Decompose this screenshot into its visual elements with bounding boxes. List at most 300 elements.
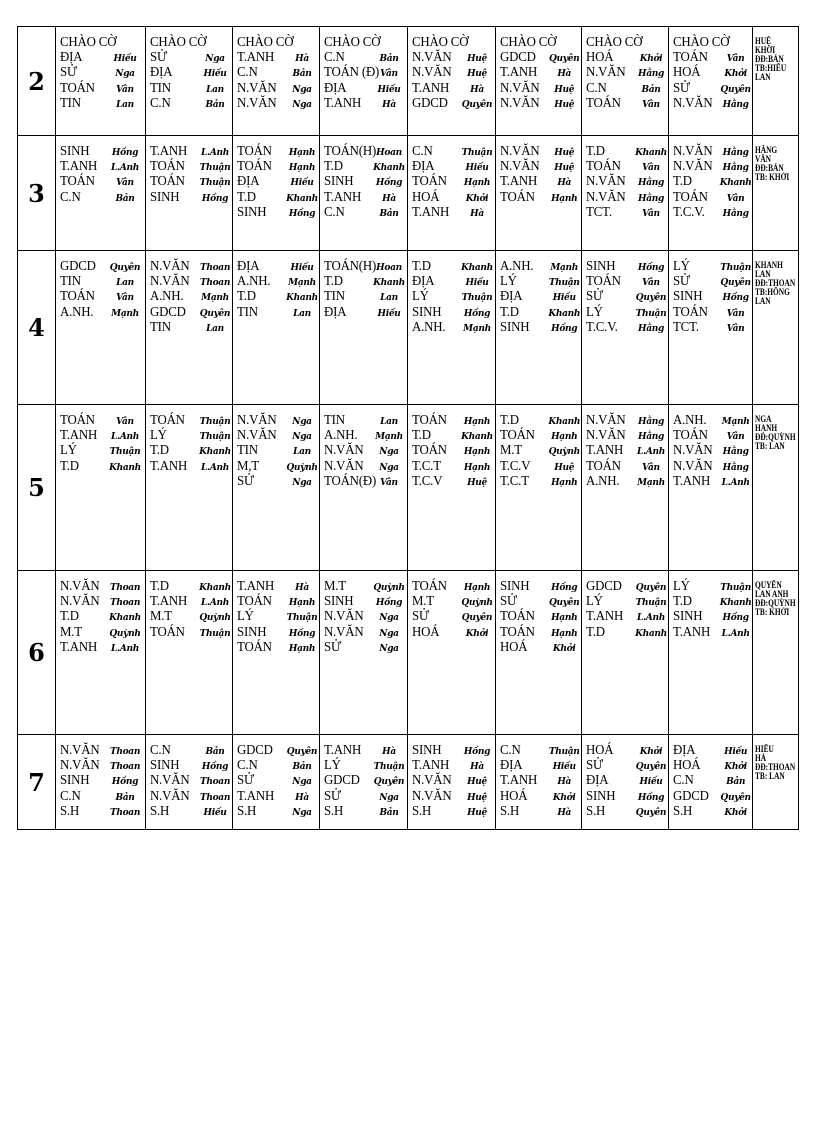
lesson-line <box>412 65 495 80</box>
lesson-line <box>60 289 145 304</box>
lesson-line <box>500 804 581 819</box>
subject-name: SINH <box>237 624 267 640</box>
teacher-name: Bản <box>292 69 312 80</box>
teacher-name: Khanh <box>109 462 141 473</box>
subject-name: T.D <box>237 189 256 205</box>
subject-name: N.VĂN <box>586 189 626 205</box>
subject-name: HOÁ <box>586 743 614 758</box>
subject-name: N.VĂN <box>324 458 364 474</box>
lesson-line <box>412 144 495 159</box>
homeroom-note <box>753 27 799 136</box>
lesson-line <box>237 144 319 159</box>
subject-name: CHÀO CỜ <box>60 35 117 50</box>
lesson-line <box>412 259 495 274</box>
lesson-line <box>237 259 319 274</box>
lesson-line <box>324 190 407 205</box>
class-cell <box>669 735 753 830</box>
teacher-name: Khởi <box>639 54 663 65</box>
subject-name: TOÁN <box>500 189 535 205</box>
teacher-name: Thuận <box>373 762 405 773</box>
teacher-name: Hằng <box>638 178 664 189</box>
class-cell <box>408 571 496 735</box>
subject-name: N.VĂN <box>60 579 100 594</box>
subject-name: TIN <box>150 319 171 335</box>
class-cell <box>56 251 146 405</box>
subject-name: N.VĂN <box>150 788 190 804</box>
teacher-name: Khanh <box>373 163 405 174</box>
subject-name: T.D <box>60 458 79 474</box>
teacher-name: Lan <box>116 99 134 110</box>
lesson-line <box>673 96 752 111</box>
teacher-name: Hằng <box>722 462 749 473</box>
teacher-name: Quyên <box>461 613 493 624</box>
class-cell <box>320 251 408 405</box>
subject-name: TOÁN <box>586 274 621 290</box>
lesson-line <box>60 81 145 96</box>
note-line: TB:HỒNG <box>755 287 790 297</box>
subject-name: TOÁN <box>500 624 535 640</box>
lesson-line <box>500 159 581 174</box>
subject-name: A.NH. <box>673 413 707 428</box>
teacher-name: Thoan <box>109 747 141 757</box>
lesson-line <box>500 459 581 474</box>
subject-name: TIN <box>237 443 258 459</box>
teacher-name: Bản <box>379 208 399 219</box>
lesson-line <box>324 413 407 428</box>
subject-name: A.NH. <box>60 304 94 320</box>
teacher-name: L.Anh <box>110 163 140 174</box>
subject-name: SINH <box>673 289 703 305</box>
lesson-line <box>586 174 668 189</box>
teacher-name: Nga <box>292 84 312 95</box>
lesson-line <box>237 65 319 80</box>
teacher-name: Huệ <box>467 777 487 788</box>
teacher-name: L.Anh <box>200 598 230 609</box>
subject-name: N.VĂN <box>150 773 190 789</box>
subject-name: T.C.V. <box>586 319 618 335</box>
lesson-line <box>586 35 668 50</box>
subject-name: C.N <box>673 773 694 789</box>
lesson-line <box>237 609 319 624</box>
lesson-line <box>60 305 145 320</box>
teacher-name: Khởi <box>724 69 747 80</box>
subject-name: TOÁN <box>673 304 708 320</box>
lesson-line <box>150 96 232 111</box>
teacher-name: Hồng <box>111 777 139 788</box>
subject-name: SINH <box>324 594 354 610</box>
lesson-line <box>412 804 495 819</box>
teacher-name: Vân <box>116 178 134 189</box>
teacher-name: Huệ <box>467 792 487 803</box>
teacher-name: Thoan <box>199 263 231 273</box>
teacher-name: Thoan <box>199 278 231 289</box>
teacher-name: Hiếu <box>113 54 137 65</box>
lesson-line <box>500 289 581 304</box>
teacher-name: Nga <box>292 807 312 818</box>
lesson-line <box>673 144 752 159</box>
teacher-name: Hằng <box>722 447 749 458</box>
note-line: TB: KHỞI <box>755 172 790 182</box>
subject-name: LÝ <box>324 758 341 774</box>
lesson-line <box>60 640 145 655</box>
subject-name: SỬ <box>586 758 603 774</box>
teacher-name: Huệ <box>467 807 487 818</box>
teacher-name: Bản <box>379 54 399 65</box>
note-line: LAN <box>755 296 771 306</box>
subject-name: C.N <box>324 50 345 66</box>
lesson-line <box>324 81 407 96</box>
lesson-line <box>673 259 752 274</box>
teacher-name: Hiếu <box>465 278 489 289</box>
lesson-line <box>412 773 495 788</box>
note-line: ĐĐ:BẢN <box>755 163 784 173</box>
subject-name: T.C.V <box>500 458 531 474</box>
teacher-name: Quyên <box>720 84 751 95</box>
subject-name: T.ANH <box>586 443 624 459</box>
lesson-line <box>673 305 752 320</box>
subject-name: T.C.V <box>412 473 443 489</box>
lesson-line <box>150 413 232 428</box>
lesson-line <box>412 743 495 758</box>
lesson-line <box>150 81 232 96</box>
teacher-name: Lan <box>206 323 224 334</box>
lesson-line <box>500 50 581 65</box>
lesson-line <box>60 789 145 804</box>
subject-name: N.VĂN <box>586 65 626 81</box>
class-cell <box>496 405 582 571</box>
lesson-line <box>673 579 752 594</box>
teacher-name: Khanh <box>109 613 141 624</box>
subject-name: N.VĂN <box>150 274 190 290</box>
lesson-line <box>60 773 145 788</box>
subject-name: T.ANH <box>237 50 275 66</box>
subject-name: TOÁN <box>412 174 447 190</box>
subject-name: SINH <box>150 758 180 774</box>
lesson-line <box>586 789 668 804</box>
subject-name: N.VĂN <box>237 428 277 444</box>
lesson-line <box>60 804 145 819</box>
subject-name: T.C.T <box>412 458 441 474</box>
subject-name: TOÁN <box>586 159 621 175</box>
lesson-line <box>500 443 581 458</box>
teacher-name: Quyên <box>549 54 580 65</box>
teacher-name: Bản <box>205 99 225 110</box>
subject-name: SỬ <box>150 50 167 66</box>
subject-name: ĐỊA <box>673 743 696 758</box>
lesson-line <box>324 305 407 320</box>
note-line: ĐĐ:THOAN <box>755 278 796 288</box>
subject-name: S.H <box>500 803 520 819</box>
lesson-line <box>500 579 581 594</box>
note-line: ĐĐ:BẢN <box>755 54 784 64</box>
lesson-line <box>673 594 752 609</box>
class-cell <box>496 735 582 830</box>
teacher-name: Vân <box>726 308 745 319</box>
subject-name: T.D <box>586 144 605 159</box>
lesson-line <box>324 96 407 111</box>
class-cell <box>233 571 320 735</box>
teacher-name: Hồng <box>722 613 749 624</box>
subject-name: T.C.V. <box>673 204 705 220</box>
subject-name: T.D <box>150 579 169 594</box>
teacher-name: Vân <box>116 293 134 304</box>
subject-name: TCT. <box>673 319 699 335</box>
class-cell <box>669 405 753 571</box>
teacher-name: L.Anh <box>721 628 750 639</box>
subject-name: T.D <box>673 594 692 610</box>
day-number: 6 <box>18 571 56 735</box>
lesson-line <box>500 428 581 443</box>
subject-name: HOÁ <box>500 639 528 655</box>
lesson-line <box>412 159 495 174</box>
lesson-line <box>60 259 145 274</box>
teacher-name: Bản <box>115 193 135 204</box>
subject-name: C.N <box>150 743 171 758</box>
class-cell <box>56 571 146 735</box>
lesson-line <box>237 96 319 111</box>
lesson-line <box>237 804 319 819</box>
lesson-line <box>412 443 495 458</box>
teacher-name: Hạnh <box>551 613 578 624</box>
day-row <box>18 251 799 405</box>
lesson-line <box>586 773 668 788</box>
lesson-line <box>500 144 581 159</box>
lesson-line <box>500 789 581 804</box>
teacher-name: Bản <box>726 777 746 788</box>
lesson-line <box>60 413 145 428</box>
lesson-line <box>324 609 407 624</box>
teacher-name: L.Anh <box>636 613 666 624</box>
lesson-line <box>412 413 495 428</box>
class-cell <box>408 27 496 136</box>
subject-name: TOÁN <box>500 428 535 444</box>
lesson-line <box>586 743 668 758</box>
subject-name: SINH <box>412 743 442 758</box>
subject-name: C.N <box>237 65 258 81</box>
class-cell <box>582 251 669 405</box>
lesson-line <box>150 443 232 458</box>
teacher-name: Thoan <box>199 777 231 788</box>
lesson-line <box>673 65 752 80</box>
lesson-line <box>500 594 581 609</box>
subject-name: S.H <box>673 803 693 819</box>
teacher-name: Hạnh <box>288 163 316 174</box>
lesson-line <box>673 81 752 96</box>
class-cell <box>496 27 582 136</box>
teacher-name: Khởi <box>639 747 663 757</box>
lesson-line <box>673 743 752 758</box>
lesson-line <box>673 773 752 788</box>
subject-name: TOÁN (Đ) <box>324 65 380 81</box>
lesson-line <box>412 789 495 804</box>
teacher-name: Khanh <box>548 308 581 319</box>
lesson-line <box>60 159 145 174</box>
teacher-name: Hồng <box>288 208 316 219</box>
teacher-name: Nga <box>292 777 312 788</box>
teacher-name: Hạnh <box>551 193 578 204</box>
teacher-name: Hạnh <box>288 643 316 654</box>
subject-name: T.ANH <box>412 80 450 96</box>
class-cell <box>320 136 408 251</box>
teacher-name: Quyên <box>720 792 751 803</box>
subject-name: T.ANH <box>586 609 624 625</box>
subject-name: TIN <box>60 274 81 290</box>
note-line: TB: KHỞI <box>755 607 790 617</box>
subject-name: M,T <box>237 458 259 474</box>
lesson-line <box>673 174 752 189</box>
teacher-name: Khởi <box>465 193 489 204</box>
note-line: HUỆ <box>755 36 772 46</box>
teacher-name: Thuận <box>199 432 231 443</box>
subject-name: TOÁN <box>586 95 621 111</box>
subject-name: C.N <box>324 204 345 220</box>
subject-name: ĐỊA <box>150 65 173 81</box>
teacher-name: Quyên <box>109 263 141 273</box>
note-line: LAN <box>755 72 771 82</box>
subject-name: A.NH. <box>586 473 620 489</box>
subject-name: N.VĂN <box>60 594 100 610</box>
teacher-name: Hồng <box>201 193 229 204</box>
teacher-name: Thoan <box>199 792 231 803</box>
teacher-name: Vân <box>116 417 134 427</box>
lesson-line <box>586 50 668 65</box>
lesson-line <box>673 50 752 65</box>
teacher-name: Hiếu <box>377 308 401 319</box>
lesson-line <box>237 640 319 655</box>
lesson-line <box>673 413 752 428</box>
lesson-line <box>673 758 752 773</box>
teacher-name: Quyên <box>635 583 667 593</box>
lesson-line <box>60 579 145 594</box>
teacher-name: Hạnh <box>463 462 491 473</box>
class-cell <box>56 735 146 830</box>
lesson-line <box>150 789 232 804</box>
lesson-line <box>412 474 495 489</box>
subject-name: TIN <box>237 304 258 320</box>
lesson-line <box>60 758 145 773</box>
subject-name: TOÁN(H) <box>324 144 377 159</box>
teacher-name: Mạnh <box>375 432 403 443</box>
lesson-line <box>150 320 232 335</box>
timetable <box>17 26 799 830</box>
teacher-name: Hằng <box>722 208 749 219</box>
lesson-line <box>237 413 319 428</box>
subject-name: TOÁN <box>500 609 535 625</box>
lesson-line <box>412 190 495 205</box>
lesson-line <box>412 459 495 474</box>
lesson-line <box>324 289 407 304</box>
teacher-name: Khanh <box>461 263 493 273</box>
teacher-name: Khanh <box>373 278 405 289</box>
subject-name: T.ANH <box>150 144 188 159</box>
lesson-line <box>412 758 495 773</box>
day-number: 3 <box>18 136 56 251</box>
subject-name: GDCD <box>586 579 622 594</box>
subject-name: HOÁ <box>412 624 440 640</box>
class-cell <box>496 251 582 405</box>
lesson-line <box>324 474 407 489</box>
teacher-name: Hồng <box>637 263 665 273</box>
lesson-line <box>324 594 407 609</box>
lesson-line <box>324 35 407 50</box>
lesson-line <box>324 259 407 274</box>
teacher-name: Hiếu <box>465 163 489 174</box>
subject-name: TOÁN <box>60 289 95 305</box>
lesson-line <box>324 428 407 443</box>
subject-name: SINH <box>412 304 442 320</box>
lesson-line <box>150 144 232 159</box>
teacher-name: Bản <box>115 792 135 803</box>
class-cell <box>582 735 669 830</box>
class-cell <box>582 405 669 571</box>
lesson-line <box>412 96 495 111</box>
teacher-name: Thuận <box>548 278 580 289</box>
day-row <box>18 405 799 571</box>
lesson-line <box>150 50 232 65</box>
subject-name: A.NH. <box>237 274 271 290</box>
teacher-name: Hạnh <box>551 628 578 639</box>
lesson-line <box>500 413 581 428</box>
subject-name: T.ANH <box>324 95 362 111</box>
teacher-name: Thuận <box>461 148 493 158</box>
lesson-line <box>324 159 407 174</box>
teacher-name: Hạnh <box>288 148 316 158</box>
teacher-name: Huệ <box>554 462 575 473</box>
teacher-name: Thoan <box>109 762 141 773</box>
teacher-name: Hạnh <box>463 417 491 427</box>
subject-name: N.VĂN <box>673 144 713 159</box>
teacher-name: Hồng <box>288 628 316 639</box>
homeroom-note <box>753 735 799 830</box>
lesson-line <box>150 305 232 320</box>
lesson-line <box>237 35 319 50</box>
subject-name: T.D <box>673 174 692 190</box>
lesson-line <box>60 609 145 624</box>
subject-name: ĐỊA <box>60 50 83 66</box>
lesson-line <box>237 773 319 788</box>
subject-name: CHÀO CỜ <box>150 35 207 50</box>
lesson-line <box>673 190 752 205</box>
teacher-name: Khanh <box>635 628 667 639</box>
teacher-name: Hà <box>295 583 309 593</box>
lesson-line <box>586 205 668 220</box>
subject-name: CHÀO CỜ <box>412 35 469 50</box>
teacher-name: Hà <box>557 69 572 80</box>
subject-name: T.ANH <box>150 458 188 474</box>
subject-name: SINH <box>237 204 267 220</box>
subject-name: N.VĂN <box>500 159 540 175</box>
lesson-line <box>586 65 668 80</box>
subject-name: ĐỊA <box>412 159 435 175</box>
lesson-line <box>500 174 581 189</box>
lesson-line <box>586 274 668 289</box>
lesson-line <box>673 320 752 335</box>
subject-name: C.N <box>412 144 433 159</box>
teacher-name: Thuận <box>720 263 751 273</box>
subject-name: T.ANH <box>412 758 450 774</box>
teacher-name: Vân <box>642 278 660 289</box>
lesson-line <box>673 159 752 174</box>
day-number: 2 <box>18 27 56 136</box>
subject-name: LÝ <box>150 428 167 444</box>
subject-name: T.D <box>60 609 79 625</box>
teacher-name: Hoan <box>376 263 402 273</box>
lesson-line <box>237 743 319 758</box>
teacher-name: Quỳnh <box>373 583 405 593</box>
teacher-name: Hiếu <box>552 762 576 773</box>
subject-name: T.ANH <box>500 174 538 190</box>
class-cell <box>233 136 320 251</box>
